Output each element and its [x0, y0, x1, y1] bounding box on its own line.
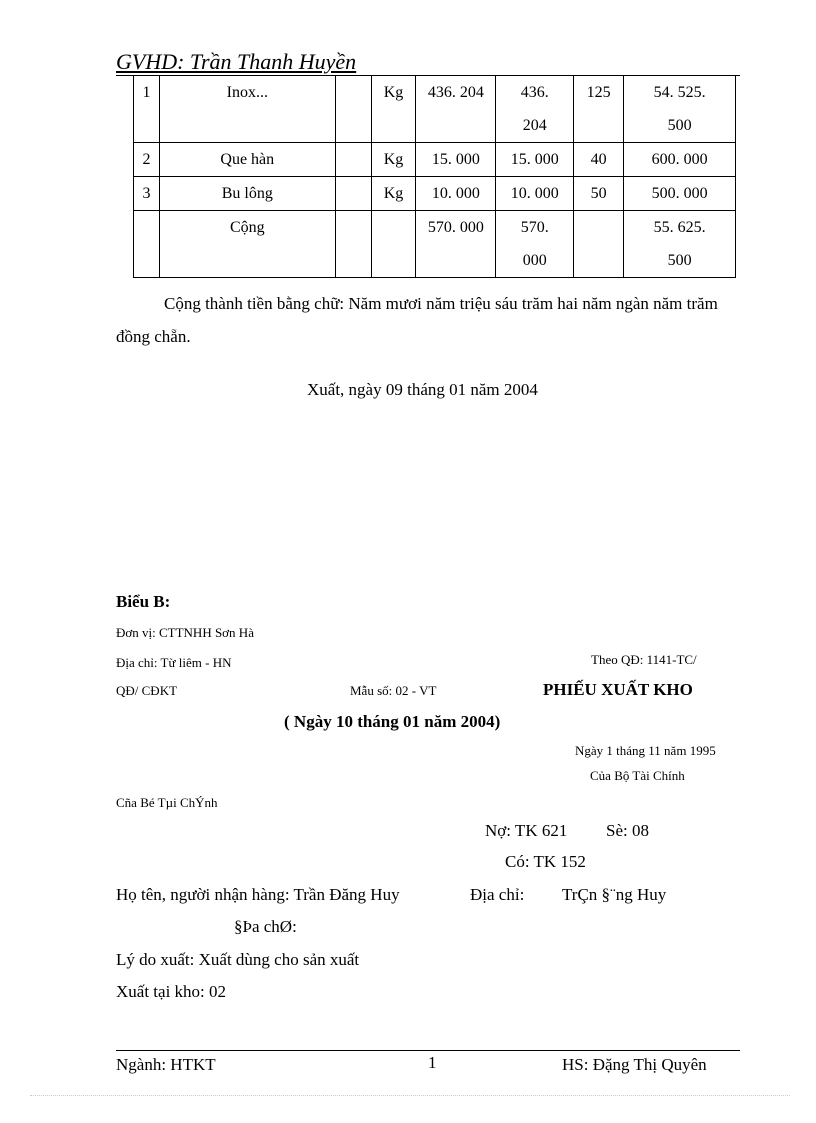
cell-amount: 500. 000 [624, 177, 736, 211]
cell-price [574, 211, 624, 278]
cell-req: 10. 000 [416, 177, 496, 211]
form-number: Mẫu số: 02 - VT [350, 683, 437, 698]
cell-actual: 10. 000 [496, 177, 574, 211]
cell-req: 436. 204 [416, 76, 496, 143]
cell-stt [134, 211, 160, 278]
address-label: Địa chỉ: [470, 885, 525, 904]
page-number: 1 [428, 1053, 437, 1072]
ministry: Của Bộ Tài Chính [590, 768, 685, 783]
unit-address: Địa chỉ: Từ liêm - HN [116, 655, 232, 670]
advisor-header: GVHD: Trần Thanh Huyền [116, 49, 357, 74]
form-label: Biểu B: [116, 592, 171, 611]
cell-code [335, 76, 371, 143]
cell-price: 50 [574, 177, 624, 211]
cell-unit [371, 211, 416, 278]
decision-ref: Theo QĐ: 1141-TC/ [591, 652, 697, 667]
warehouse: Xuất tại kho: 02 [116, 982, 227, 1001]
cell-stt: 1 [134, 76, 160, 143]
table-row [134, 76, 736, 143]
unit-name: Đơn vị: CTTNHH Sơn Hà [116, 625, 254, 640]
total-in-words [116, 287, 740, 353]
form-title: PHIẾU XUẤT KHO [543, 680, 693, 699]
table-row [134, 143, 736, 177]
footer-major: Ngành: HTKT [116, 1055, 216, 1074]
cell-price: 125 [574, 76, 624, 143]
cell-actual: 15. 000 [496, 143, 574, 177]
decision-ref-cont: QĐ/ CĐKT [116, 683, 178, 698]
ministry-garbled: Cña Bé Tµi ChÝnh [116, 795, 218, 810]
credit-account: Có: TK 152 [505, 852, 586, 871]
cell-unit: Kg [371, 76, 416, 143]
page-edge [30, 1095, 790, 1096]
cell-price: 40 [574, 143, 624, 177]
cell-amount: 55. 625. 500 [624, 211, 736, 278]
cell-name: Inox... [159, 76, 335, 143]
issue-date: Xuất, ngày 09 tháng 01 năm 2004 [307, 380, 538, 399]
debit-account: Nợ: TK 621 [485, 821, 568, 840]
cell-amount: 54. 525. 500 [624, 76, 736, 143]
table-row [134, 177, 736, 211]
form-date: ( Ngày 10 tháng 01 năm 2004) [284, 712, 501, 731]
cell-actual: 570. 000 [496, 211, 574, 278]
cell-stt: 2 [134, 143, 160, 177]
decree-date: Ngày 1 tháng 11 năm 1995 [575, 743, 716, 758]
cell-req: 570. 000 [416, 211, 496, 278]
total-in-words-text: Cộng thành tiền bằng chữ: Năm mươi năm triệu sáu trăm hai năm ngàn năm trăm đồng chẵn. [116, 294, 718, 346]
footer-student: HS: Đặng Thị Quyên [562, 1055, 707, 1074]
receiver: Họ tên, người nhận hàng: Trần Đăng Huy [116, 885, 400, 904]
cell-unit: Kg [371, 177, 416, 211]
cell-unit: Kg [371, 143, 416, 177]
cell-code [335, 143, 371, 177]
address-garbled: §Þa chØ: [234, 917, 297, 936]
voucher-number: Sè: 08 [606, 821, 649, 840]
cell-stt: 3 [134, 177, 160, 211]
cell-code [335, 177, 371, 211]
reason: Lý do xuất: Xuất dùng cho sản xuất [116, 950, 360, 969]
cell-name: Que hàn [159, 143, 335, 177]
cell-name: Cộng [159, 211, 335, 278]
footer-rule [116, 1050, 740, 1051]
cell-actual: 436. 204 [496, 76, 574, 143]
cell-req: 15. 000 [416, 143, 496, 177]
cell-name: Bu lông [159, 177, 335, 211]
cell-amount: 600. 000 [624, 143, 736, 177]
table-row [134, 211, 736, 278]
address-value: TrÇn §¨ng Huy [562, 885, 667, 904]
materials-table [133, 75, 736, 278]
cell-code [335, 211, 371, 278]
